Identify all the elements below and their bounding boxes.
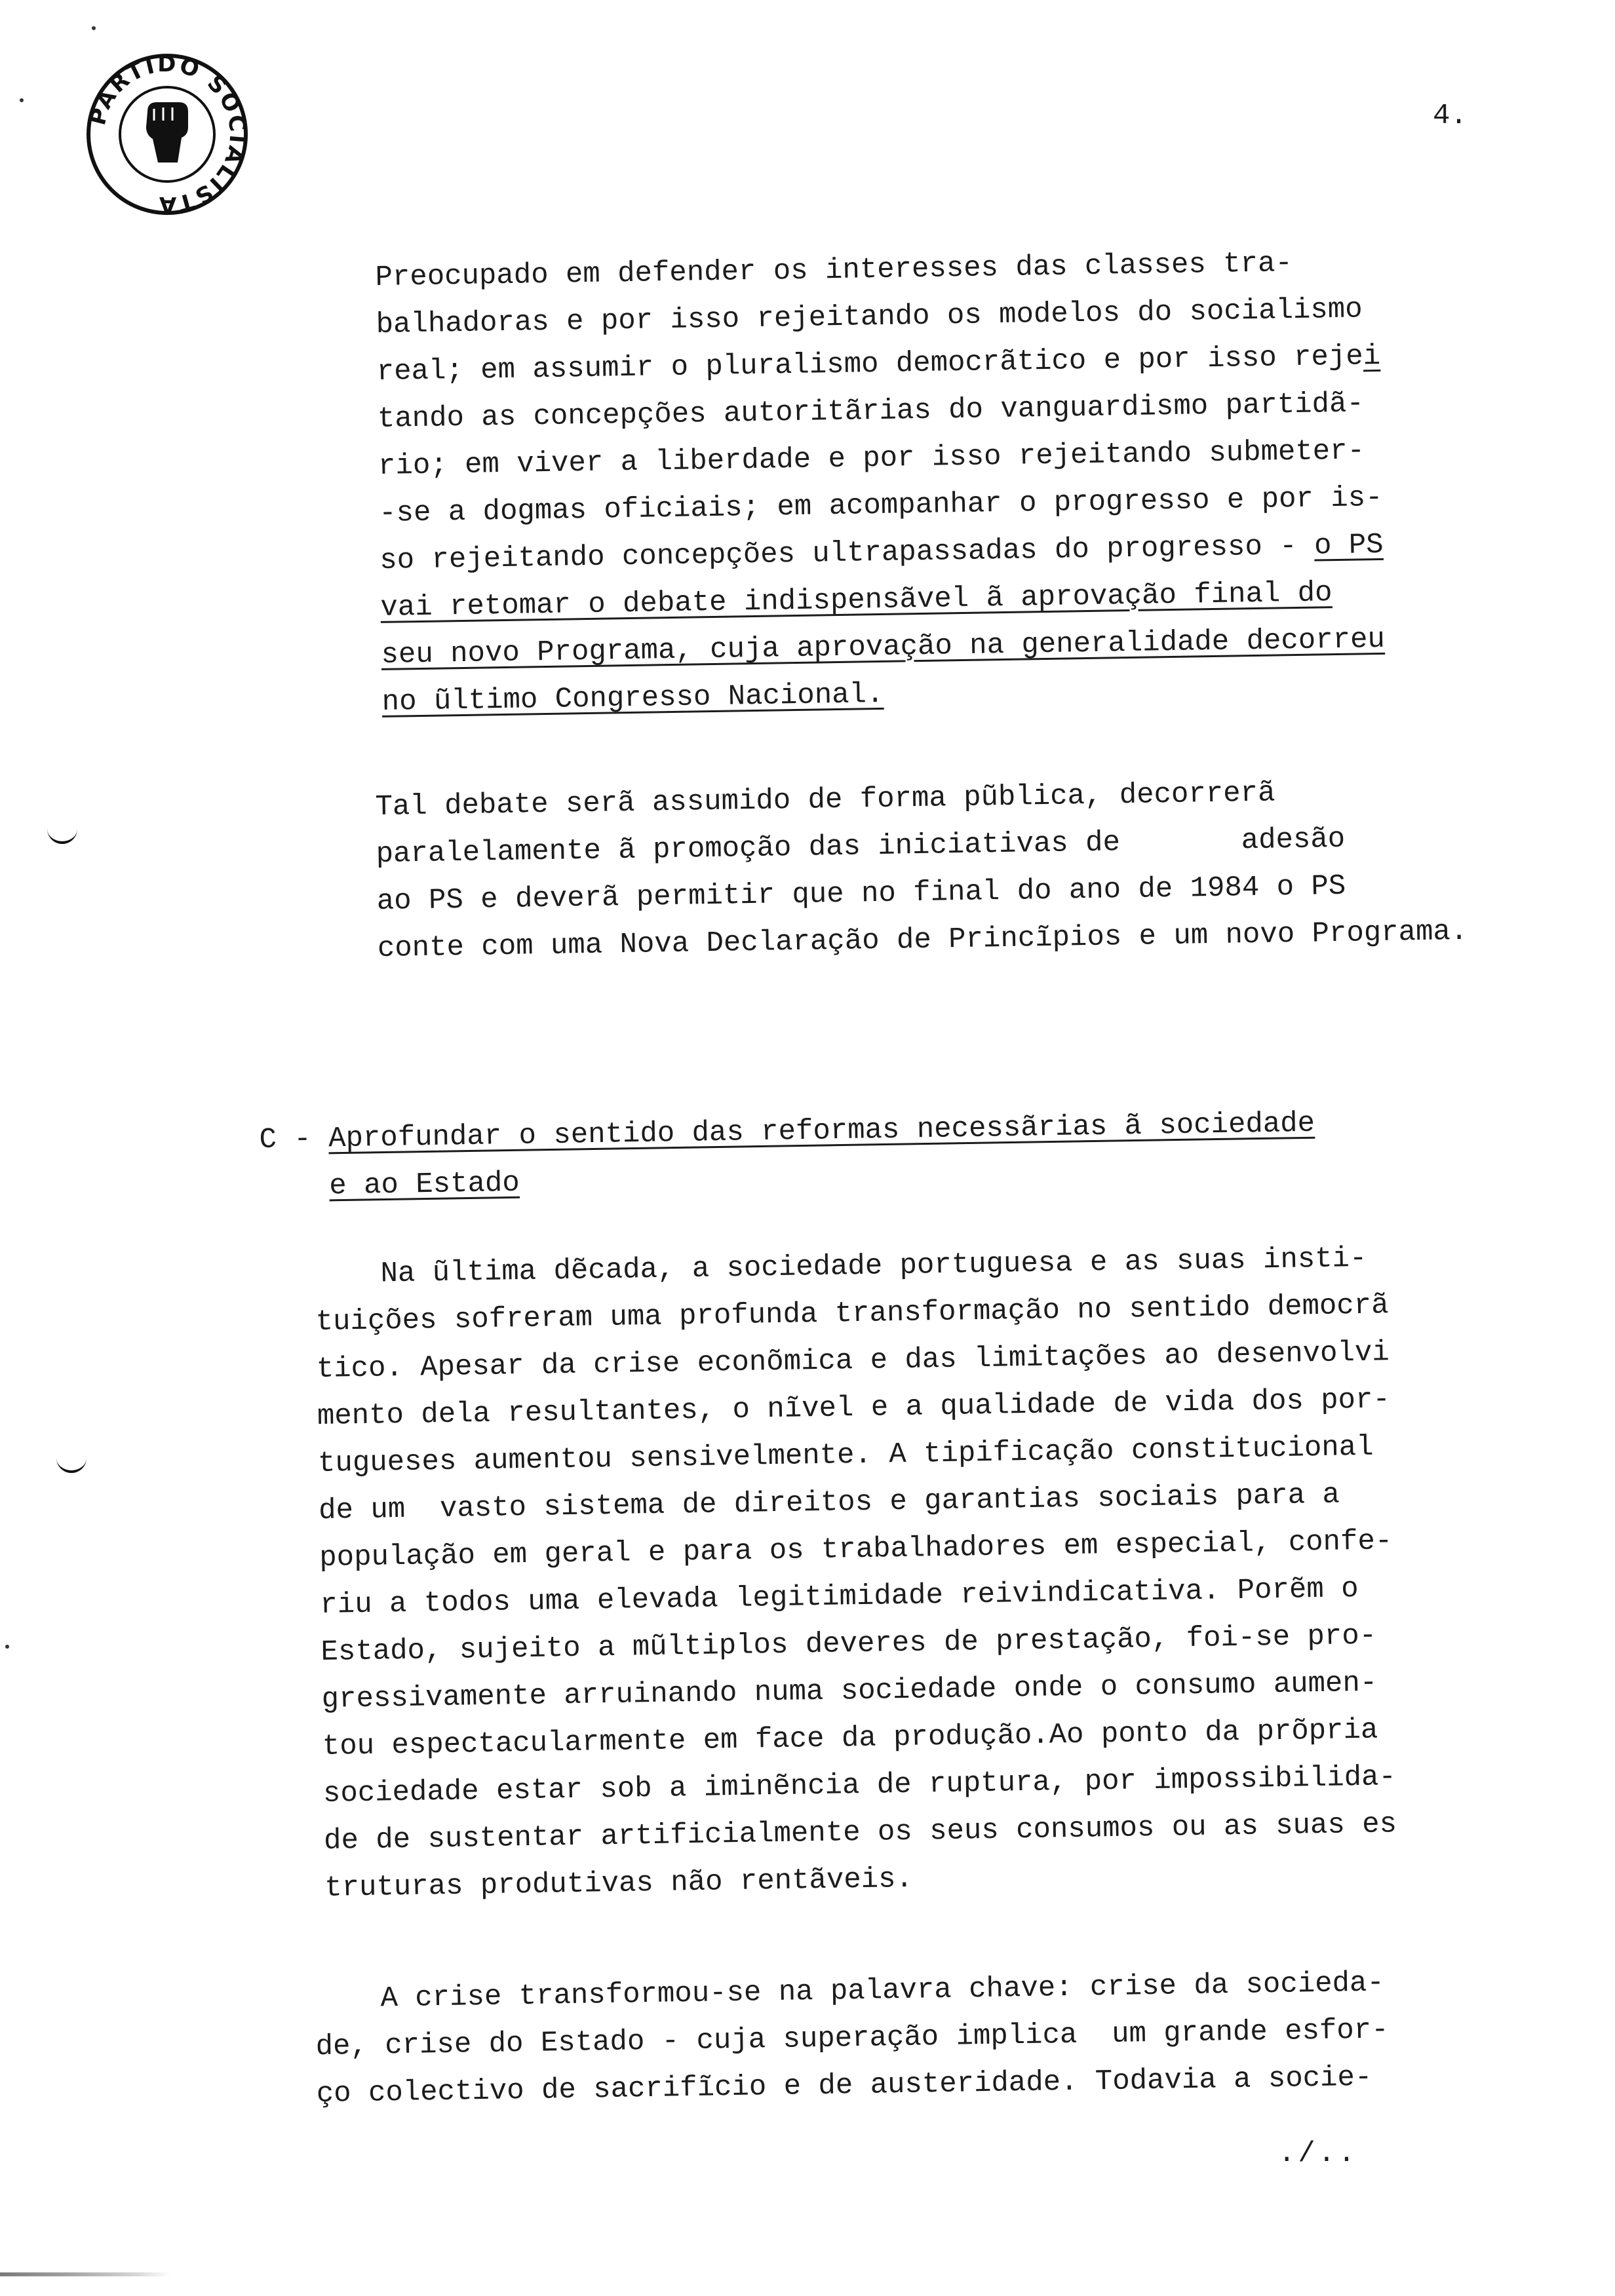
section-title: Aprofundar o sentido das reformas necessãrias ã sociedade xyxy=(328,1107,1315,1156)
text-line: tuições sofreram uma profunda transformação no sentido democrã xyxy=(315,1289,1389,1339)
text-line: mento dela resultantes, o nĩvel e a qualidade de vida dos por- xyxy=(317,1383,1391,1433)
text-line: tugueses aumentou sensivelmente. A tipificação constitucional xyxy=(317,1430,1374,1480)
text-line: so rejeitando concepções ultrapassadas do progresso - o PS xyxy=(379,528,1384,577)
text-line: ço colectivo de sacrifĩcio e de austeridade. Todavia a socie- xyxy=(316,2061,1372,2111)
party-stamp-logo xyxy=(79,46,256,223)
scan-speck xyxy=(20,98,24,102)
text-line: população em geral e para os trabalhadores em especial, confe- xyxy=(319,1525,1393,1575)
paragraph-crisis xyxy=(315,1959,1390,2118)
text-line: de um vasto sistema de direitos e garantias sociais para a xyxy=(318,1478,1340,1527)
raised-fist-icon xyxy=(146,102,188,163)
text-line-underlined: vai retomar o debate indispensãvel ã aprovação final do xyxy=(380,577,1333,624)
scan-speck xyxy=(5,1645,9,1649)
text-line: conte com uma Nova Declaração de Princĩpios e um novo Programa. xyxy=(377,915,1468,965)
text-line: -se a dogmas oficiais; em acompanhar o progresso e por is- xyxy=(378,481,1383,530)
text-line: Estado, sujeito a mũltiplos deveres de prestação, foi-se pro- xyxy=(321,1619,1377,1669)
binder-hole-mark xyxy=(47,827,77,844)
continuation-marker: ./.. xyxy=(1278,2137,1358,2170)
text-line: paralelamente ã promoção das iniciativas de adesão xyxy=(376,822,1346,871)
scan-speck xyxy=(92,26,96,30)
text-line: gressivamente arruinando numa sociedade onde o consumo aumen- xyxy=(321,1666,1378,1716)
text-line: A crise transformou-se na palavra chave: crise da socieda- xyxy=(380,1966,1385,2016)
text-line: tou espectacularmente em face da produção.Ao ponto da prõpria xyxy=(322,1713,1378,1763)
text-line: riu a todos uma elevada legitimidade reivindicativa. Porẽm o xyxy=(320,1573,1359,1622)
section-heading-c xyxy=(259,1100,1316,1211)
paragraph-decade xyxy=(315,1234,1398,1912)
text-line: Na ũltima dẽcada, a sociedade portuguesa e as suas insti- xyxy=(380,1242,1367,1291)
text-line-underlined: seu novo Programa, cuja aprovação na generalidade decorreu xyxy=(381,622,1386,672)
paragraph-intro xyxy=(375,239,1386,726)
text-line: ao PS e deverã permitir que no final do ano de 1984 o PS xyxy=(376,870,1346,918)
text-line: tando as concepções autoritãrias do vanguardismo partidã- xyxy=(377,387,1365,436)
paragraph-debate xyxy=(375,767,1468,972)
text-line: balhadoras e por isso rejeitando os modelos do socialismo xyxy=(376,293,1363,341)
text-line-underlined: no ũltimo Congresso Nacional. xyxy=(381,678,884,719)
text-line: real; em assumir o pluralismo democrãtico e por isso rejei xyxy=(376,339,1381,389)
text-line: truturas produtivas não rentãveis. xyxy=(324,1862,914,1905)
page-number: 4. xyxy=(1433,100,1468,132)
text-line: rio; em viver a liberdade e por isso rejeitando submeter- xyxy=(378,434,1365,483)
text-line: de de sustentar artificialmente os seus consumos ou as suas es xyxy=(323,1808,1397,1858)
section-title-line: e ao Estado xyxy=(328,1166,520,1203)
text-line: Preocupado em defender os interesses das classes tra- xyxy=(375,247,1293,294)
section-label: C - xyxy=(259,1122,329,1157)
text-line: sociedade estar sob a iminẽncia de ruptura, por impossibilida- xyxy=(322,1761,1397,1810)
binder-hole-mark xyxy=(56,1456,87,1473)
text-line: de, crise do Estado - cuja superação implica um grande esfor- xyxy=(315,2014,1389,2063)
text-line: Tal debate serã assumido de forma pũblica, decorrerã xyxy=(375,776,1275,824)
svg-text:PARTIDO SOCIALISTA: PARTIDO SOCIALISTA xyxy=(84,50,251,218)
scan-edge-smudge xyxy=(0,2272,170,2276)
text-line: tico. Apesar da crise econõmica e das limitações ao desenvolvi xyxy=(316,1336,1390,1386)
